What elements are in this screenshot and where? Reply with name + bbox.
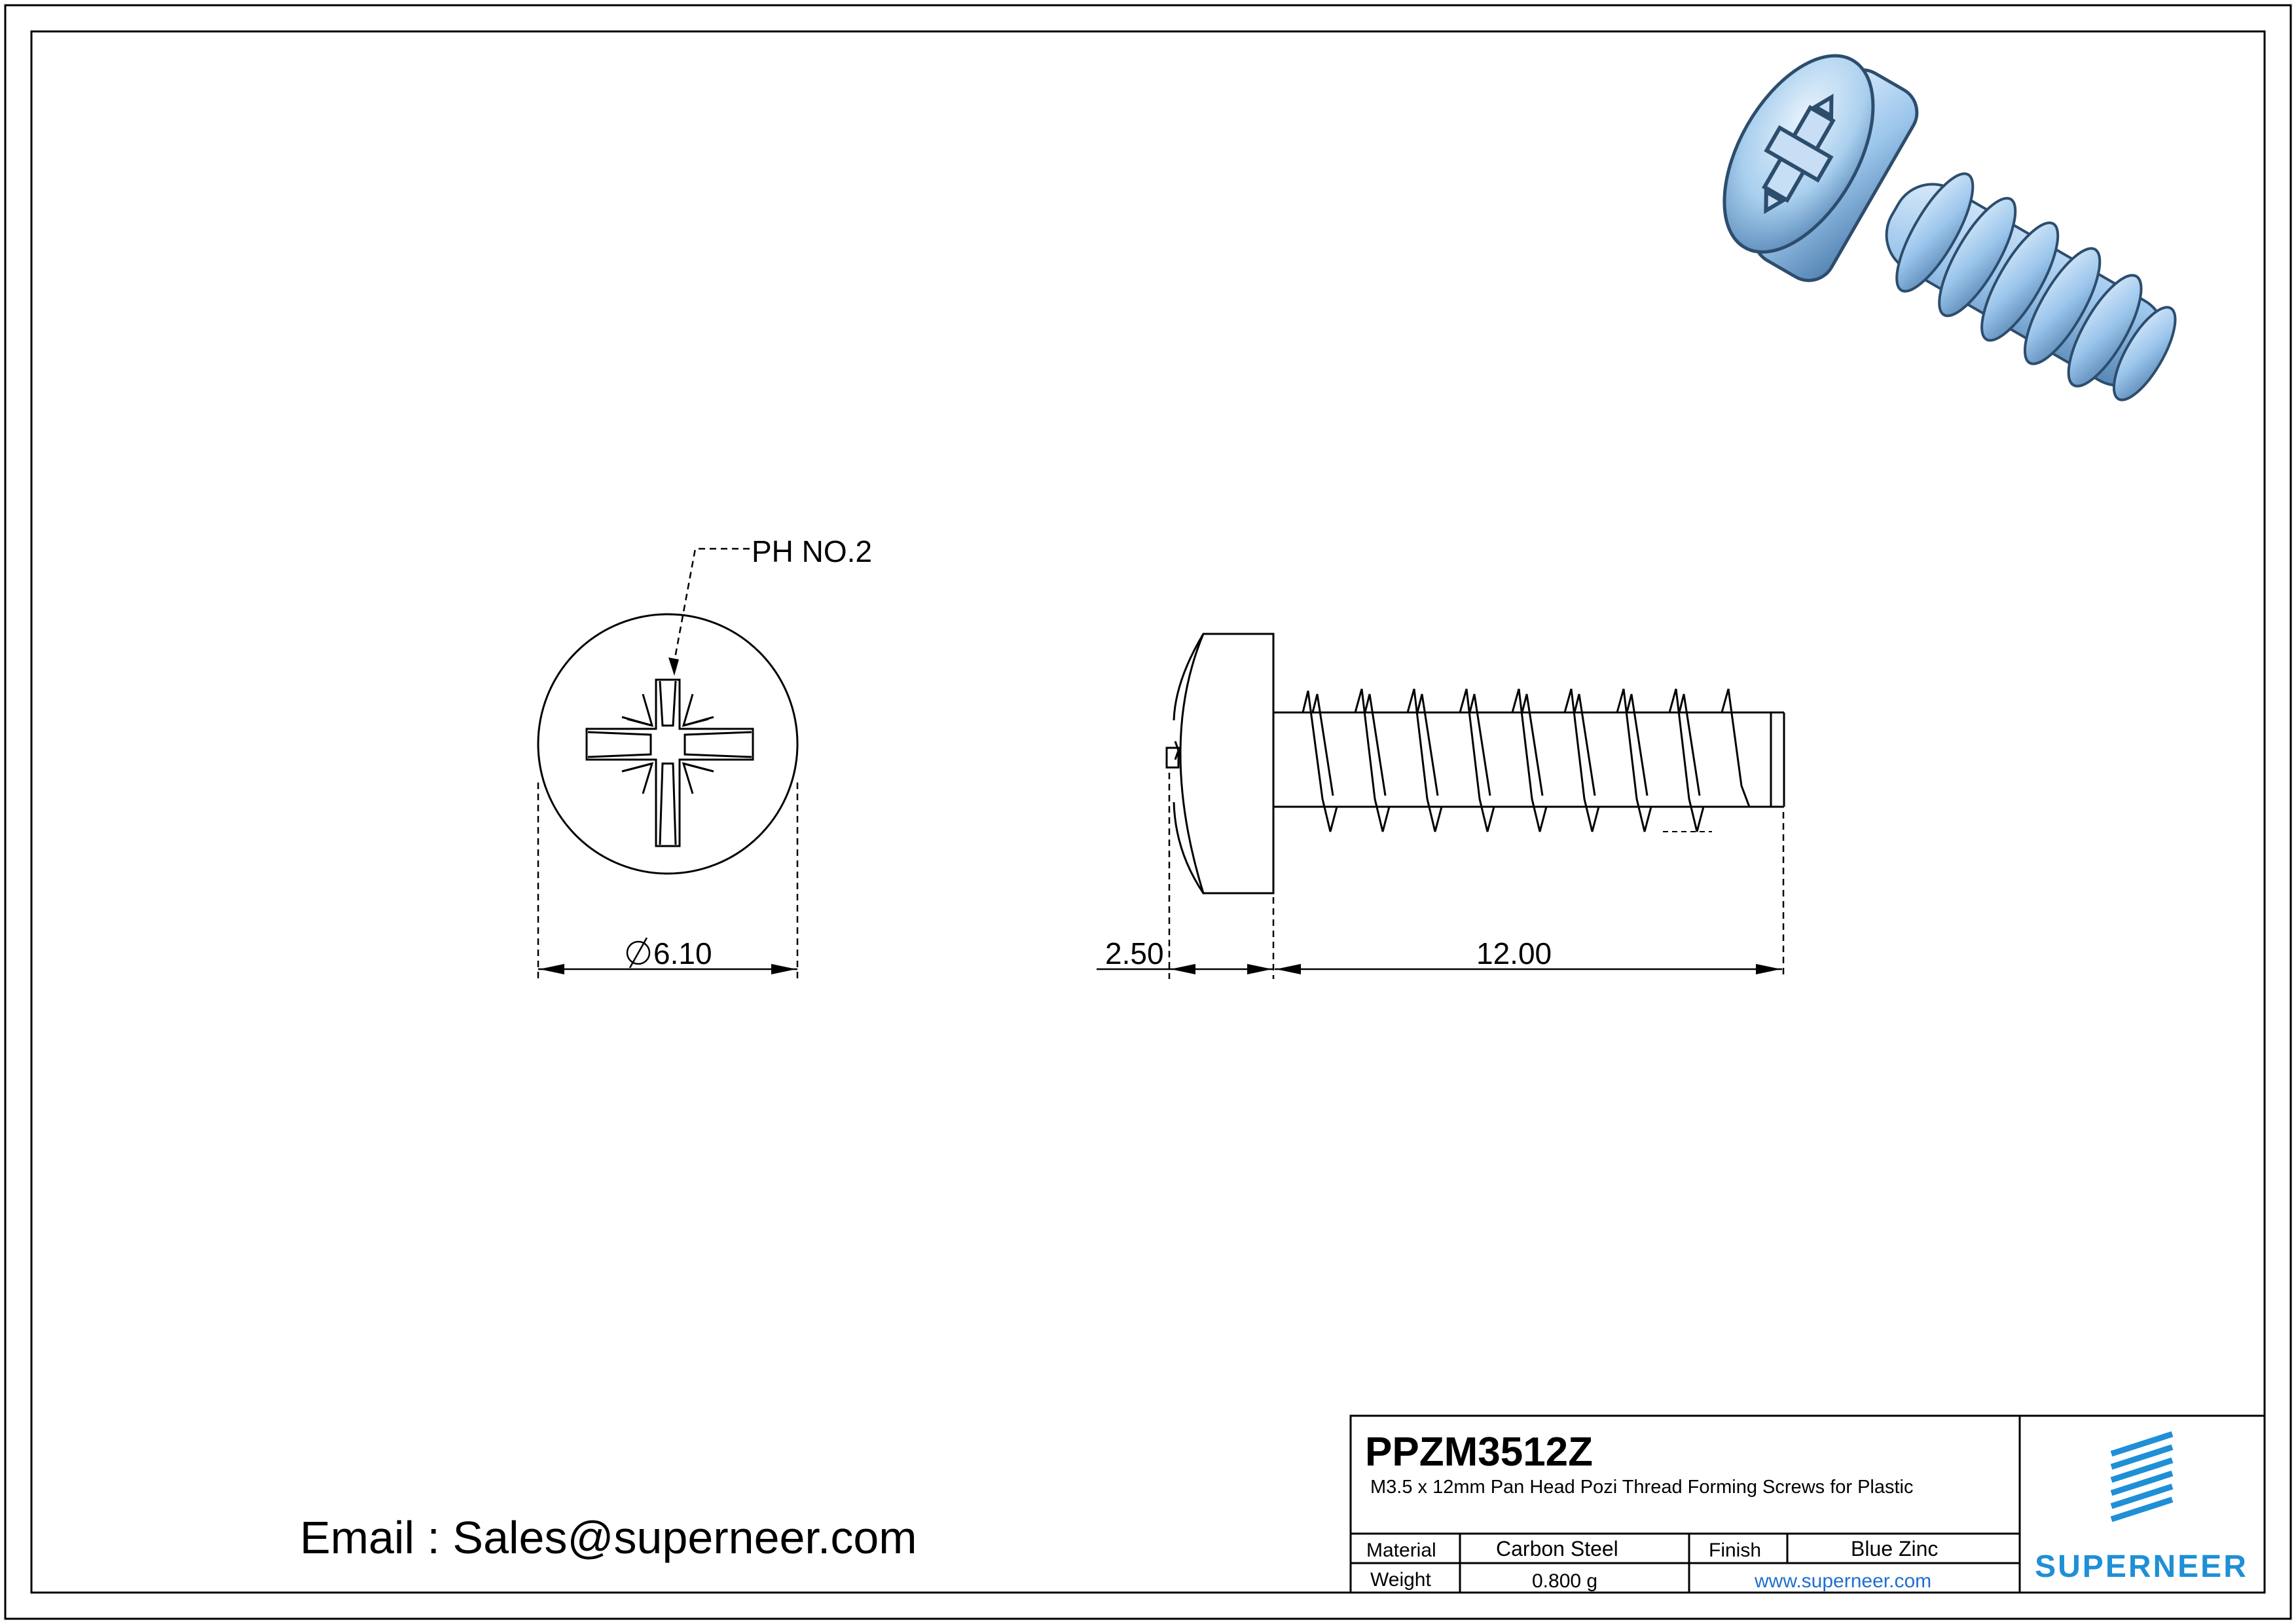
material-value: Carbon Steel — [1496, 1537, 1618, 1560]
screw-3d-render — [1694, 31, 2214, 456]
recess-label: PH NO.2 — [752, 534, 873, 568]
material-label: Material — [1366, 1540, 1436, 1561]
weight-label: Weight — [1370, 1569, 1431, 1591]
weight-value: 0.800 g — [1532, 1570, 1598, 1592]
length-dimensions — [1097, 773, 1783, 979]
diameter-value: 6.10 — [653, 936, 712, 970]
finish-value: Blue Zinc — [1851, 1537, 1939, 1560]
recess-callout — [668, 534, 872, 676]
length-value: 12.00 — [1476, 936, 1552, 970]
head-top-view — [538, 614, 797, 874]
finish-label: Finish — [1709, 1540, 1762, 1561]
superneer-logo-icon — [2111, 1434, 2172, 1519]
part-description: M3.5 x 12mm Pan Head Pozi Thread Forming Screws for Plastic — [1370, 1477, 1914, 1498]
part-number: PPZM3512Z — [1365, 1430, 1594, 1475]
website-link[interactable]: www.superneer.com — [1755, 1570, 1932, 1592]
thread-profile — [1303, 689, 1749, 832]
head-height-value: 2.50 — [1105, 936, 1164, 970]
brand-name: SUPERNEER — [2035, 1549, 2248, 1584]
contact-email: Email : Sales@superneer.com — [300, 1512, 917, 1563]
screw-side-view — [1167, 634, 1784, 893]
